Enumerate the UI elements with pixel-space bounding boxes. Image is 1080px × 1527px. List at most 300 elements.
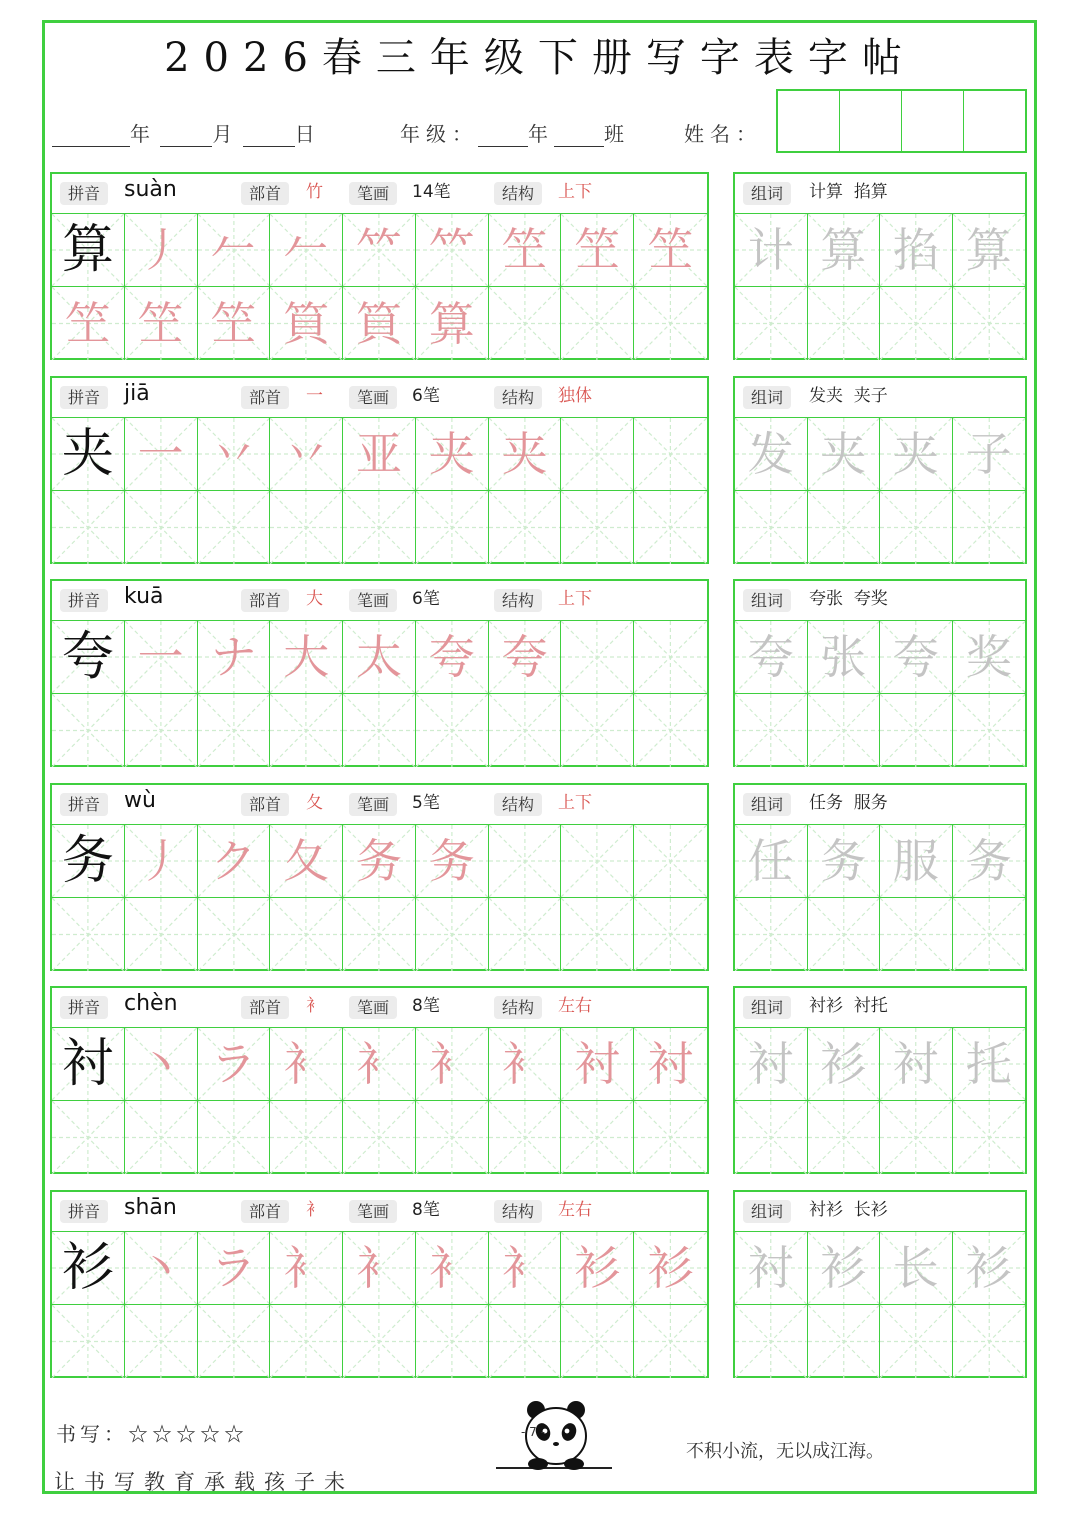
word-blank-cell[interactable] (953, 287, 1026, 360)
character-practice-block (50, 172, 709, 360)
word-blank-cell[interactable] (880, 898, 953, 971)
stroke-step-cell[interactable] (270, 1101, 343, 1174)
word-trace-row (735, 418, 1025, 491)
cell-character: 筫 (356, 296, 403, 351)
stroke-step-cell[interactable] (198, 491, 271, 564)
radical-value: 夂 (306, 793, 323, 813)
stroke-step-cell[interactable] (416, 1232, 489, 1304)
name-cell[interactable] (778, 91, 840, 151)
stroke-step-cell[interactable] (343, 287, 416, 360)
stroke-step-cell[interactable] (561, 491, 634, 564)
word-trace-cell[interactable] (808, 1028, 881, 1100)
grid-guide-lines (561, 1305, 633, 1378)
word-header (735, 581, 1025, 621)
grid-guide-lines (634, 491, 707, 564)
stroke-step-cell[interactable] (198, 1305, 271, 1378)
stroke-step-cell[interactable] (561, 898, 634, 971)
cell-character: ク (210, 834, 257, 888)
stroke-step-cell[interactable] (125, 898, 198, 971)
stroke-step-cell[interactable] (634, 621, 707, 693)
grid-guide-lines (343, 898, 415, 971)
stroke-order-row (52, 1028, 707, 1101)
word-trace-cell[interactable] (735, 1028, 808, 1100)
stroke-step-cell[interactable] (561, 1101, 634, 1174)
word-practice-block (733, 579, 1027, 767)
word-trace-cell[interactable] (953, 825, 1026, 897)
word-blank-cell[interactable] (808, 491, 881, 564)
grid-guide-lines (270, 491, 342, 564)
word-trace-cell[interactable] (953, 214, 1026, 286)
writing-label: 书写： (56, 1422, 128, 1446)
word-header (735, 1192, 1025, 1232)
stroke-step-cell[interactable] (270, 287, 343, 360)
model-character-cell[interactable] (52, 418, 125, 490)
stroke-step-cell[interactable] (634, 1305, 707, 1378)
stroke-step-cell[interactable] (270, 1028, 343, 1100)
radical-value: 衤 (306, 996, 323, 1016)
stroke-step-cell[interactable] (634, 418, 707, 490)
cell-character: 笁 (501, 223, 548, 277)
stroke-step-cell[interactable] (198, 1028, 271, 1100)
stroke-step-cell[interactable] (634, 694, 707, 767)
stroke-step-cell[interactable] (198, 287, 271, 360)
stroke-step-cell[interactable] (125, 621, 198, 693)
stroke-step-cell[interactable] (270, 418, 343, 490)
stroke-step-cell[interactable] (634, 1232, 707, 1304)
grid-guide-lines (52, 1101, 124, 1174)
stroke-step-cell[interactable] (125, 1101, 198, 1174)
word-trace-cell[interactable] (808, 825, 881, 897)
stroke-step-cell[interactable] (634, 1101, 707, 1174)
character-info-header (52, 1192, 707, 1232)
grid-guide-lines (125, 491, 197, 564)
cell-character: 算 (428, 296, 475, 351)
stroke-step-cell[interactable] (343, 898, 416, 971)
stroke-step-cell[interactable] (270, 1232, 343, 1304)
character-practice-block (50, 376, 709, 564)
word-trace-cell[interactable] (735, 418, 808, 490)
word-trace-cell[interactable] (735, 214, 808, 286)
cell-character: 夹 (892, 427, 939, 481)
cell-character: 衫 (965, 1241, 1012, 1295)
stroke-step-cell[interactable] (416, 825, 489, 897)
word-trace-cell[interactable] (880, 214, 953, 286)
word-blank-cell[interactable] (808, 287, 881, 360)
grid-guide-lines (634, 621, 707, 693)
stroke-step-cell[interactable] (270, 1305, 343, 1378)
radical-tag: 部首 (241, 793, 289, 816)
panda-icon (494, 1398, 614, 1474)
stroke-step-cell[interactable] (52, 694, 125, 767)
month-label: 月 (212, 122, 233, 146)
name-box[interactable] (776, 89, 1027, 153)
name-cell[interactable] (902, 91, 964, 151)
word-trace-cell[interactable] (735, 825, 808, 897)
structure-tag: 结构 (494, 182, 542, 205)
word-blank-cell[interactable] (953, 1305, 1026, 1378)
stroke-order-row-2 (52, 694, 707, 767)
word-blank-cell[interactable] (735, 1305, 808, 1378)
year-blank[interactable] (52, 126, 130, 147)
cell-character: 衫 (574, 1241, 621, 1295)
grid-guide-lines (343, 491, 415, 564)
word-blank-cell[interactable] (953, 1101, 1026, 1174)
cell-character: 务 (356, 834, 403, 888)
grid-guide-lines (808, 1305, 880, 1378)
stroke-step-cell[interactable] (125, 418, 198, 490)
day-label: 日 (294, 122, 315, 146)
stroke-step-cell[interactable] (125, 1305, 198, 1378)
stroke-step-cell[interactable] (489, 694, 562, 767)
cell-character: ラ (210, 1241, 257, 1295)
stroke-step-cell[interactable] (125, 491, 198, 564)
word-trace-cell[interactable] (735, 621, 808, 693)
cell-character: 丿 (137, 223, 184, 277)
stroke-order-row-2 (52, 287, 707, 360)
grid-guide-lines (52, 694, 124, 767)
stroke-step-cell[interactable] (52, 898, 125, 971)
cell-character: 衫 (820, 1037, 867, 1091)
structure-value: 上下 (558, 793, 592, 813)
cell-character: 衤 (283, 1241, 330, 1295)
stroke-step-cell[interactable] (198, 898, 271, 971)
cell-character: 务 (820, 834, 867, 888)
stroke-step-cell[interactable] (343, 214, 416, 286)
word-trace-cell[interactable] (735, 1232, 808, 1304)
cell-character: 丷 (210, 427, 257, 481)
stroke-step-cell[interactable] (52, 1305, 125, 1378)
grid-guide-lines (125, 1101, 197, 1174)
word-trace-cell[interactable] (880, 621, 953, 693)
word-trace-cell[interactable] (953, 1232, 1026, 1304)
grid-guide-lines (953, 694, 1026, 767)
stroke-step-cell[interactable] (198, 1232, 271, 1304)
stroke-step-cell[interactable] (270, 898, 343, 971)
stroke-step-cell[interactable] (343, 491, 416, 564)
grid-guide-lines (634, 418, 707, 490)
cell-character: 衬 (892, 1037, 939, 1091)
cell-character: 衬 (61, 1034, 114, 1094)
stroke-step-cell[interactable] (416, 1101, 489, 1174)
word-trace-cell[interactable] (808, 418, 881, 490)
stroke-step-cell[interactable] (270, 825, 343, 897)
grid-guide-lines (735, 1101, 807, 1174)
stroke-step-cell[interactable] (634, 491, 707, 564)
model-character-cell[interactable] (52, 214, 125, 286)
stroke-step-cell[interactable] (561, 1232, 634, 1304)
grid-guide-lines (489, 898, 561, 971)
pinyin-tag: 拼音 (60, 589, 108, 612)
stroke-step-cell[interactable] (489, 898, 562, 971)
stroke-step-cell[interactable] (634, 287, 707, 360)
cell-character: 衫 (647, 1241, 694, 1295)
stroke-step-cell[interactable] (270, 214, 343, 286)
word-blank-row (735, 898, 1025, 971)
stroke-step-cell[interactable] (270, 621, 343, 693)
words-value: 计算 掐算 (809, 182, 888, 202)
grade-year-label: 年 (528, 122, 554, 146)
pinyin-tag: 拼音 (60, 793, 108, 816)
grade-label: 年级： (400, 122, 478, 146)
word-practice-block (733, 986, 1027, 1174)
word-trace-row (735, 1028, 1025, 1101)
month-blank[interactable] (160, 126, 212, 147)
structure-value: 上下 (558, 589, 592, 609)
stroke-step-cell[interactable] (198, 1101, 271, 1174)
stroke-step-cell[interactable] (343, 1101, 416, 1174)
pinyin-value: wù (124, 788, 156, 813)
stroke-step-cell[interactable] (634, 1028, 707, 1100)
word-blank-row (735, 694, 1025, 767)
stroke-step-cell[interactable] (343, 418, 416, 490)
word-blank-cell[interactable] (808, 694, 881, 767)
class-blank[interactable] (554, 126, 604, 147)
radical-tag: 部首 (241, 996, 289, 1019)
stroke-step-cell[interactable] (416, 898, 489, 971)
stroke-step-cell[interactable] (561, 214, 634, 286)
word-blank-cell[interactable] (808, 898, 881, 971)
grid-guide-lines (489, 694, 561, 767)
cell-character: 夸 (747, 630, 794, 684)
model-character-cell[interactable] (52, 825, 125, 897)
stroke-step-cell[interactable] (198, 825, 271, 897)
word-blank-cell[interactable] (735, 898, 808, 971)
stroke-step-cell[interactable] (343, 1232, 416, 1304)
stroke-step-cell[interactable] (561, 1028, 634, 1100)
word-blank-cell[interactable] (880, 694, 953, 767)
stroke-step-cell[interactable] (634, 214, 707, 286)
cell-character: 𥫗 (428, 223, 475, 277)
cell-character: ラ (210, 1037, 257, 1091)
strokes-tag: 笔画 (349, 182, 397, 205)
word-blank-cell[interactable] (880, 1101, 953, 1174)
stroke-step-cell[interactable] (52, 1101, 125, 1174)
stroke-step-cell[interactable] (489, 1305, 562, 1378)
stroke-step-cell[interactable] (343, 694, 416, 767)
stroke-step-cell[interactable] (270, 694, 343, 767)
cell-character: 大 (283, 630, 330, 684)
word-header (735, 378, 1025, 418)
stroke-step-cell[interactable] (561, 694, 634, 767)
model-character-cell[interactable] (52, 1232, 125, 1304)
word-blank-row (735, 287, 1025, 360)
strokes-tag: 笔画 (349, 996, 397, 1019)
word-trace-cell[interactable] (880, 1028, 953, 1100)
cell-character: 务 (428, 834, 475, 888)
stroke-step-cell[interactable] (489, 1028, 562, 1100)
grid-guide-lines (489, 825, 561, 897)
stroke-order-row (52, 214, 707, 287)
word-blank-cell[interactable] (953, 898, 1026, 971)
stroke-step-cell[interactable] (489, 621, 562, 693)
pinyin-tag: 拼音 (60, 1200, 108, 1223)
stroke-step-cell[interactable] (52, 287, 125, 360)
character-practice-block (50, 783, 709, 971)
class-fields (400, 118, 630, 147)
grid-guide-lines (561, 898, 633, 971)
word-trace-row (735, 214, 1025, 287)
model-character-cell[interactable] (52, 621, 125, 693)
cell-character: 衫 (820, 1241, 867, 1295)
stroke-step-cell[interactable] (489, 214, 562, 286)
stroke-step-cell[interactable] (489, 825, 562, 897)
word-blank-cell[interactable] (880, 491, 953, 564)
cell-character: 笁 (137, 296, 184, 351)
character-info-header (52, 785, 707, 825)
stroke-step-cell[interactable] (270, 491, 343, 564)
grid-guide-lines (561, 418, 633, 490)
stroke-step-cell[interactable] (489, 1232, 562, 1304)
word-blank-cell[interactable] (735, 287, 808, 360)
stroke-step-cell[interactable] (343, 1305, 416, 1378)
stroke-step-cell[interactable] (52, 491, 125, 564)
word-practice-block (733, 783, 1027, 971)
stroke-step-cell[interactable] (489, 1101, 562, 1174)
strokes-value: 6笔 (412, 589, 440, 609)
word-trace-cell[interactable] (953, 621, 1026, 693)
word-trace-cell[interactable] (808, 1232, 881, 1304)
stroke-step-cell[interactable] (125, 214, 198, 286)
word-trace-cell[interactable] (953, 418, 1026, 490)
stroke-step-cell[interactable] (489, 287, 562, 360)
stroke-step-cell[interactable] (416, 214, 489, 286)
stroke-step-cell[interactable] (416, 1028, 489, 1100)
cell-character: 算 (820, 223, 867, 277)
model-character-cell[interactable] (52, 1028, 125, 1100)
cell-character: 服 (892, 834, 939, 888)
cell-character: 算 (965, 223, 1012, 277)
word-trace-row (735, 825, 1025, 898)
radical-value: 一 (306, 386, 323, 406)
cell-character: 衤 (501, 1037, 548, 1091)
stroke-step-cell[interactable] (343, 825, 416, 897)
grid-guide-lines (416, 1101, 488, 1174)
stroke-step-cell[interactable] (634, 825, 707, 897)
stroke-step-cell[interactable] (416, 694, 489, 767)
stroke-step-cell[interactable] (416, 621, 489, 693)
strokes-tag: 笔画 (349, 793, 397, 816)
cell-character: 太 (356, 630, 403, 684)
grade-blank[interactable] (478, 126, 528, 147)
grid-guide-lines (270, 1101, 342, 1174)
stroke-step-cell[interactable] (198, 418, 271, 490)
stroke-step-cell[interactable] (561, 418, 634, 490)
grid-guide-lines (561, 1101, 633, 1174)
structure-tag: 结构 (494, 996, 542, 1019)
cell-character: 笁 (647, 223, 694, 277)
cell-character: 衤 (428, 1037, 475, 1091)
stroke-step-cell[interactable] (343, 1028, 416, 1100)
stroke-order-row-2 (52, 1101, 707, 1174)
strokes-tag: 笔画 (349, 386, 397, 409)
word-blank-cell[interactable] (808, 1101, 881, 1174)
stroke-step-cell[interactable] (561, 825, 634, 897)
stroke-step-cell[interactable] (125, 287, 198, 360)
stroke-step-cell[interactable] (343, 621, 416, 693)
words-tag: 组词 (743, 589, 791, 612)
stroke-order-row-2 (52, 1305, 707, 1378)
stroke-step-cell[interactable] (416, 287, 489, 360)
cell-character: 衤 (356, 1037, 403, 1091)
grid-guide-lines (953, 287, 1026, 360)
word-blank-cell[interactable] (953, 491, 1026, 564)
word-trace-cell[interactable] (880, 1232, 953, 1304)
cell-character: 笁 (574, 223, 621, 277)
day-blank[interactable] (243, 126, 295, 147)
word-blank-cell[interactable] (735, 694, 808, 767)
radical-tag: 部首 (241, 589, 289, 612)
grid-guide-lines (198, 1305, 270, 1378)
radical-value: 竹 (306, 182, 323, 202)
stroke-step-cell[interactable] (416, 418, 489, 490)
word-trace-cell[interactable] (880, 825, 953, 897)
word-practice-block (733, 172, 1027, 360)
grid-guide-lines (880, 287, 952, 360)
stroke-step-cell[interactable] (125, 1028, 198, 1100)
pinyin-value: kuā (124, 584, 164, 609)
stroke-step-cell[interactable] (416, 1305, 489, 1378)
character-info-header (52, 988, 707, 1028)
stroke-step-cell[interactable] (416, 491, 489, 564)
stroke-order-row (52, 418, 707, 491)
word-trace-cell[interactable] (808, 214, 881, 286)
stroke-step-cell[interactable] (561, 287, 634, 360)
word-trace-cell[interactable] (953, 1028, 1026, 1100)
cell-character: 衬 (747, 1037, 794, 1091)
stroke-step-cell[interactable] (125, 825, 198, 897)
word-blank-cell[interactable] (880, 287, 953, 360)
cell-character: 𠂉 (283, 223, 330, 277)
cell-character: 衤 (501, 1241, 548, 1295)
stroke-step-cell[interactable] (198, 214, 271, 286)
grid-guide-lines (489, 1305, 561, 1378)
stroke-step-cell[interactable] (125, 694, 198, 767)
word-blank-cell[interactable] (808, 1305, 881, 1378)
structure-value: 上下 (558, 182, 592, 202)
word-trace-cell[interactable] (880, 418, 953, 490)
grid-guide-lines (343, 694, 415, 767)
word-trace-row (735, 621, 1025, 694)
strokes-value: 5笔 (412, 793, 440, 813)
word-trace-cell[interactable] (808, 621, 881, 693)
stroke-step-cell[interactable] (561, 621, 634, 693)
cell-character: 夹 (501, 427, 548, 481)
pinyin-tag: 拼音 (60, 386, 108, 409)
word-practice-block (733, 376, 1027, 564)
word-blank-cell[interactable] (880, 1305, 953, 1378)
pinyin-tag: 拼音 (60, 182, 108, 205)
grid-guide-lines (953, 1101, 1026, 1174)
stroke-step-cell[interactable] (489, 491, 562, 564)
stroke-step-cell[interactable] (561, 1305, 634, 1378)
rating-stars[interactable]: ☆☆☆☆☆ (128, 1422, 248, 1446)
stroke-step-cell[interactable] (125, 1232, 198, 1304)
cell-character: 衤 (283, 1037, 330, 1091)
stroke-step-cell[interactable] (634, 898, 707, 971)
name-cell[interactable] (840, 91, 902, 151)
name-cell[interactable] (964, 91, 1025, 151)
word-blank-cell[interactable] (953, 694, 1026, 767)
word-blank-cell[interactable] (735, 1101, 808, 1174)
grid-guide-lines (880, 1305, 952, 1378)
grid-guide-lines (634, 1305, 707, 1378)
word-blank-cell[interactable] (735, 491, 808, 564)
stroke-step-cell[interactable] (198, 694, 271, 767)
word-header (735, 174, 1025, 214)
stroke-step-cell[interactable] (198, 621, 271, 693)
stroke-step-cell[interactable] (489, 418, 562, 490)
grid-guide-lines (198, 1101, 270, 1174)
